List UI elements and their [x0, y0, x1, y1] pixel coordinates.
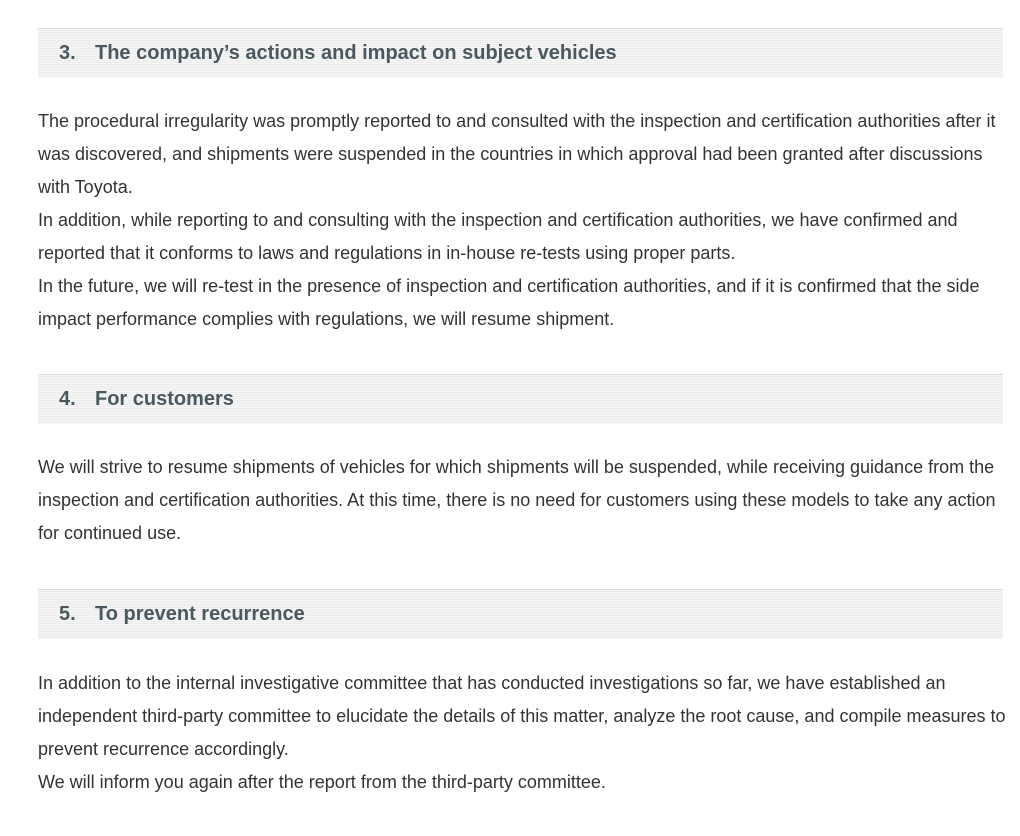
section-3-number: 3.	[59, 42, 76, 64]
section-4-body	[38, 451, 1006, 550]
section-5-title: To prevent recurrence	[95, 603, 305, 625]
section-5-number: 5.	[59, 603, 76, 625]
section-5-body	[38, 667, 1006, 799]
section-3-title: The company’s actions and impact on subject vehicles	[95, 42, 617, 64]
section-4-header	[38, 374, 1003, 424]
section-3-paragraph-3: In the future, we will re-test in the presence of inspection and certification authorities, and if it is confirmed that the side impact performance complies with regulations, we will resume shipment.	[38, 276, 980, 329]
section-4-paragraph-1: We will strive to resume shipments of vehicles for which shipments will be suspended, while receiving guidance from the inspection and certification authorities. At this time, there is no need for customers using these models to take any action for continued use.	[38, 457, 996, 543]
section-3-body	[38, 105, 1006, 336]
section-3-paragraph-1: The procedural irregularity was promptly reported to and consulted with the inspection and certification authorities after it was discovered, and shipments were suspended in the countries in which approval had been granted after discussions with Toyota.	[38, 111, 996, 197]
section-4-number: 4.	[59, 388, 76, 410]
section-4-title: For customers	[95, 388, 234, 410]
section-5-header	[38, 589, 1003, 639]
section-3-header	[38, 28, 1003, 78]
section-3-paragraph-2: In addition, while reporting to and consulting with the inspection and certification authorities, we have confirmed and reported that it conforms to laws and regulations in in-house re-tests using proper parts.	[38, 210, 958, 263]
section-5-paragraph-2: We will inform you again after the report from the third-party committee.	[38, 772, 606, 792]
section-5-paragraph-1: In addition to the internal investigative committee that has conducted investigations so far, we have established an independent third-party committee to elucidate the details of this matter, analyze the root cause, and compile measures to prevent recurrence accordingly.	[38, 673, 1006, 759]
